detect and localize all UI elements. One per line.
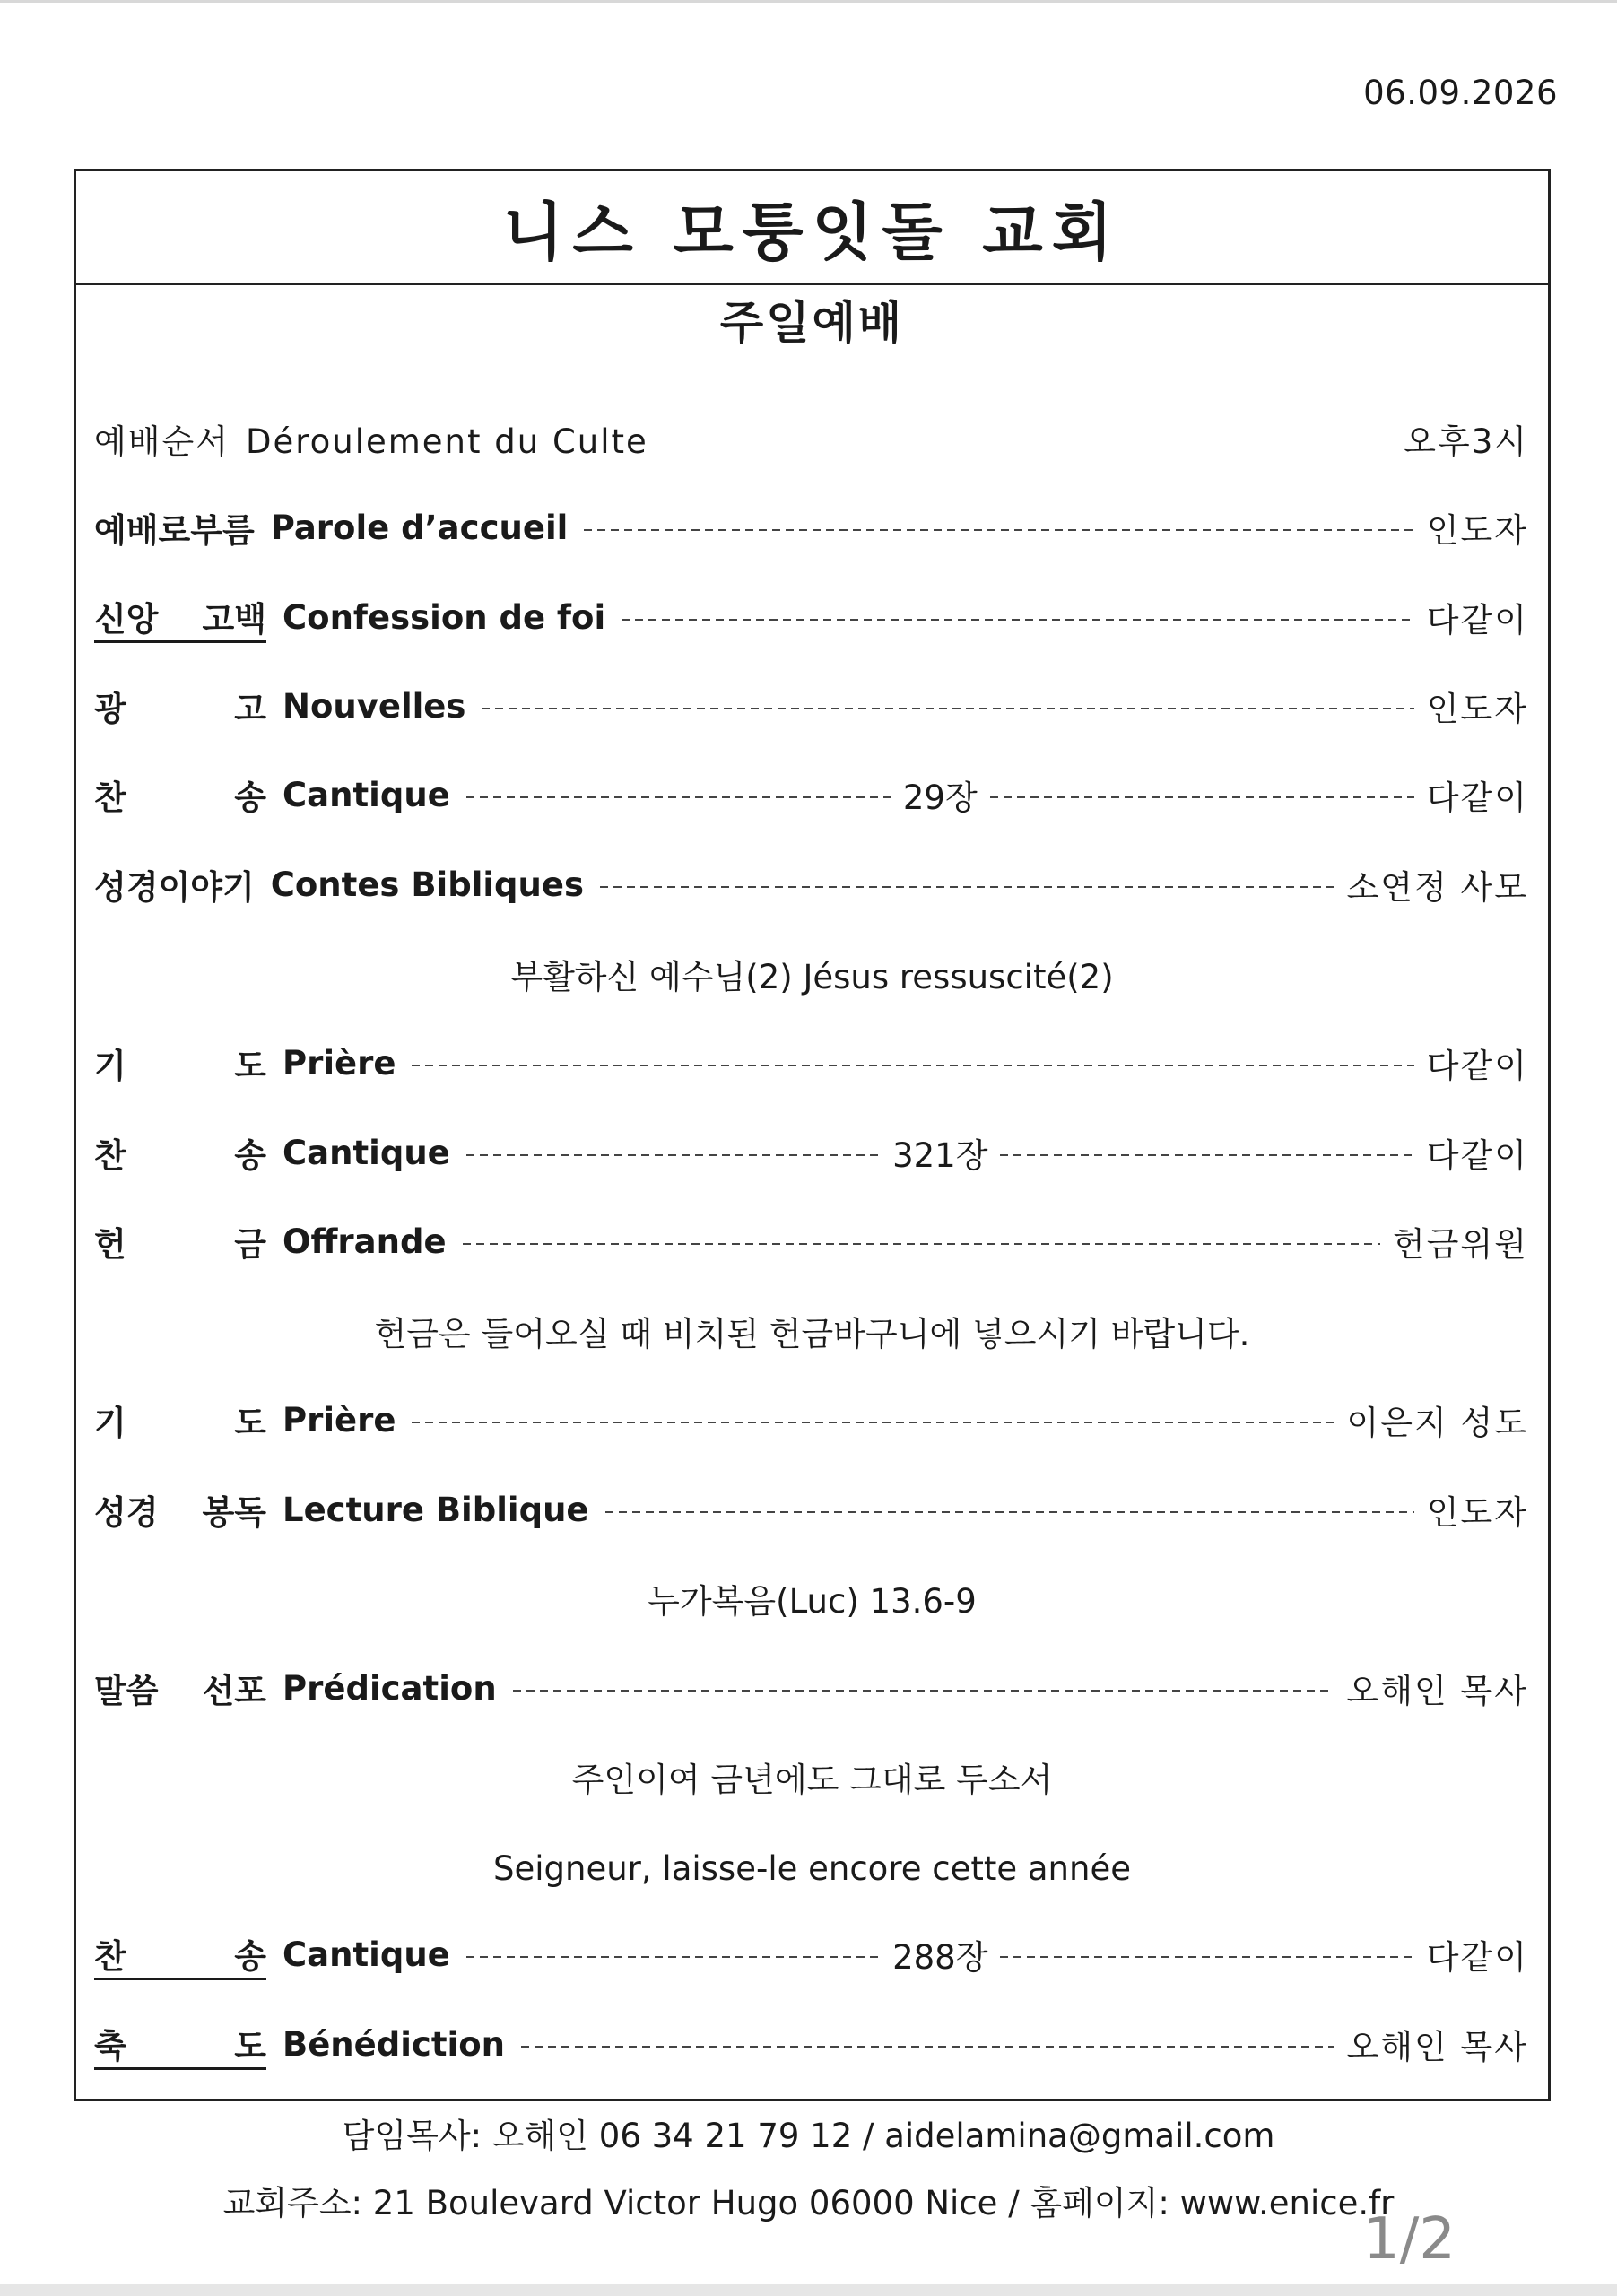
hymn-number: 321장 — [892, 1136, 988, 1175]
order-item — [94, 857, 1528, 911]
item-role: 오해인 목사 — [1346, 1672, 1528, 1710]
item-label-fr: Lecture Biblique — [283, 1490, 589, 1529]
dotted-leader — [605, 1511, 1414, 1513]
item-label-ko — [94, 860, 255, 909]
dotted-leader — [466, 1154, 880, 1156]
dotted-leader — [412, 1065, 1413, 1066]
item-label-ko-part: 기 — [94, 1404, 126, 1442]
pastor-contact: 담임목사: 오해인 06 34 21 79 12 / aidelamina@gmail.com — [342, 2117, 1275, 2155]
item-label-ko-part: 말씀 — [94, 1672, 159, 1710]
item-label-fr: Confession de foi — [283, 597, 606, 637]
item-label-ko-part: 찬 — [94, 1936, 126, 1976]
item-role: 다같이 — [1426, 1938, 1528, 1977]
hymn-number: 29장 — [902, 778, 978, 817]
item-label-ko — [94, 682, 266, 730]
item-label-ko-part: 찬 — [94, 1136, 126, 1175]
item-label-fr: Cantique — [283, 1133, 450, 1172]
dotted-leader — [990, 796, 1414, 798]
dotted-leader — [1000, 1154, 1413, 1156]
service-time: 오후3시 — [1404, 422, 1528, 461]
item-role: 인도자 — [1426, 511, 1528, 550]
item-label-ko — [94, 1485, 266, 1534]
item-label-fr: Offrande — [283, 1222, 447, 1261]
church-address: 교회주소: 21 Boulevard Victor Hugo 06000 Nice / 홈페이지: www.enice.fr — [222, 2184, 1395, 2222]
dotted-leader — [600, 886, 1334, 888]
story-note: 부활하신 예수님(2) Jésus ressuscité(2) — [510, 958, 1114, 996]
item-label-ko-part: 송 — [234, 778, 266, 817]
item-label-fr: Contes Bibliques — [270, 865, 584, 904]
dotted-leader — [412, 1422, 1334, 1423]
item-label-ko-part: 송 — [234, 1136, 266, 1175]
order-item — [94, 679, 1528, 733]
item-label-ko-part: 금 — [234, 1225, 266, 1264]
item-label-ko-part: 고 — [234, 690, 266, 728]
dotted-leader — [1000, 1956, 1413, 1958]
item-label-ko-part: 성경이야기 — [94, 868, 255, 907]
sermon-title-ko: 주인이여 금년에도 그대로 두소서 — [571, 1761, 1053, 1799]
item-label-ko — [94, 1929, 266, 1980]
item-label-ko — [94, 1039, 266, 1087]
item-label-ko-part: 도 — [234, 1404, 266, 1442]
item-label-ko — [94, 1217, 266, 1265]
bulletin-date: 06.09.2026 — [1363, 74, 1558, 112]
item-label-fr: Prédication — [283, 1668, 497, 1708]
order-item — [94, 1214, 1528, 1268]
order-item — [94, 2017, 1528, 2071]
order-item — [94, 590, 1528, 644]
order-item — [94, 768, 1528, 822]
item-label-ko-part: 도 — [234, 2026, 266, 2066]
dotted-leader — [482, 708, 1413, 709]
order-header-fr: Déroulement du Culte — [245, 422, 648, 461]
item-label-fr: Parole d’accueil — [270, 508, 569, 547]
item-label-ko-part: 기 — [94, 1047, 126, 1085]
church-title: 니스 모퉁잇돌 교회 — [76, 171, 1548, 285]
scripture-reference: 누가복음(Luc) 13.6-9 — [648, 1582, 977, 1621]
hymn-number: 288장 — [892, 1938, 988, 1977]
service-subtitle: 주일예배 — [719, 297, 905, 349]
order-header-ko: 예배순서 — [94, 422, 230, 461]
item-label-fr: Prière — [283, 1400, 396, 1439]
item-label-ko — [94, 1128, 266, 1177]
item-label-ko — [94, 1664, 266, 1712]
item-role: 다같이 — [1426, 1136, 1528, 1175]
item-label-ko-part: 고백 — [202, 599, 266, 639]
bottom-border — [0, 2284, 1617, 2296]
item-label-ko-part: 봉독 — [202, 1493, 266, 1532]
dotted-leader — [466, 796, 891, 798]
item-label-ko-part: 성경 — [94, 1493, 159, 1532]
order-item — [94, 1126, 1528, 1179]
dotted-leader — [622, 619, 1414, 621]
item-label-ko-part: 신앙 — [94, 599, 159, 639]
item-label-ko — [94, 770, 266, 819]
item-label-ko-part: 도 — [234, 1047, 266, 1085]
order-item — [94, 500, 1528, 554]
item-label-ko — [94, 503, 255, 552]
order-header — [94, 412, 1528, 465]
item-role: 이은지 성도 — [1346, 1404, 1528, 1442]
order-item — [94, 1036, 1528, 1090]
item-label-ko — [94, 1396, 266, 1444]
bulletin-frame — [74, 169, 1551, 2101]
page-number: 1/2 — [1363, 2206, 1456, 2273]
item-label-ko-part: 축 — [94, 2026, 126, 2066]
item-label-fr: Cantique — [283, 775, 450, 814]
offering-note: 헌금은 들어오실 때 비치된 헌금바구니에 넣으시기 바랍니다. — [374, 1315, 1250, 1353]
item-label-ko-part: 헌 — [94, 1225, 126, 1264]
dotted-leader — [466, 1956, 880, 1958]
top-border — [0, 0, 1617, 3]
item-role: 다같이 — [1426, 1047, 1528, 1085]
order-item — [94, 1393, 1528, 1447]
item-label-fr: Cantique — [283, 1935, 450, 1974]
item-label-ko-part: 선포 — [202, 1672, 266, 1710]
item-label-ko-part: 예배로부름 — [94, 511, 255, 550]
order-item — [94, 1661, 1528, 1715]
dotted-leader — [584, 529, 1413, 531]
item-label-fr: Prière — [283, 1043, 396, 1083]
item-role: 다같이 — [1426, 601, 1528, 639]
item-label-ko-part: 송 — [234, 1936, 266, 1976]
item-label-ko-part: 찬 — [94, 778, 126, 817]
item-role: 소연정 사모 — [1346, 868, 1528, 907]
sermon-title-fr: Seigneur, laisse-le encore cette année — [493, 1848, 1131, 1888]
item-label-ko — [94, 2019, 266, 2070]
item-role: 다같이 — [1426, 778, 1529, 817]
item-label-fr: Bénédiction — [283, 2024, 505, 2064]
item-role: 인도자 — [1426, 1493, 1528, 1532]
dotted-leader — [463, 1243, 1380, 1245]
order-item — [94, 1927, 1528, 1981]
order-item — [94, 1483, 1528, 1536]
item-label-ko — [94, 592, 266, 643]
item-role: 헌금위원 — [1393, 1225, 1528, 1264]
item-label-fr: Nouvelles — [283, 686, 466, 726]
order-header-label — [94, 414, 648, 463]
item-role: 오해인 목사 — [1346, 2028, 1528, 2066]
dotted-leader — [513, 1690, 1334, 1692]
dotted-leader — [521, 2046, 1334, 2048]
item-label-ko-part: 광 — [94, 690, 126, 728]
item-role: 인도자 — [1426, 690, 1528, 728]
